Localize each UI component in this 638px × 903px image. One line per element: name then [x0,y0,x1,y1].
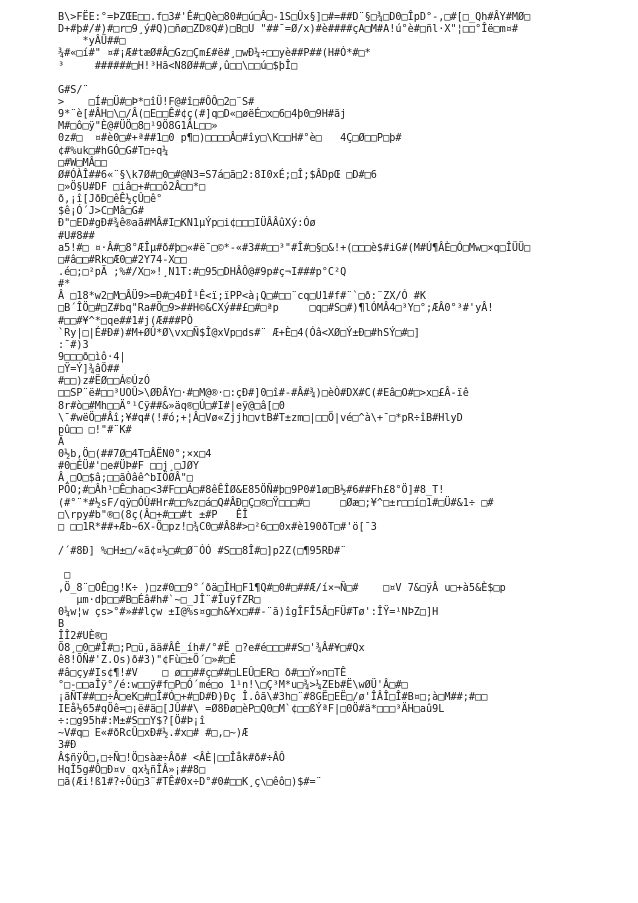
text-line: Ã [58,436,65,448]
text-line: □»Ö§U#DF □iâ□+#□□ô2Â□□*□ [58,181,206,193]
text-line: #* [58,279,71,291]
text-line: □B´ÎÖ□#□Z#bq"Ra#Ö□9>##H©&CXý##£□#□ªp □q□#S□#)¶lÓMÂ4□³Y□°;ÆÂ0°³#'yÂ! [58,303,494,315]
text-line: $ê¡Ó´J>C□Mâ□G# [58,206,144,218]
text-line: ÎÎ2#UÈ®□ [58,631,108,643]
text-line [58,534,628,546]
text-line: 0z#□ ¤#è0□#+ª##1□0 p¶□)□□□□Â□#îy□\K□□H#°è□ 4Ç□Ø□□P□þ# [58,133,402,145]
text-line: #0□ÉÜ#'□e#ÜÞ#F □□j¸□JØY [58,461,200,473]
text-line: □#W□MÂ□□ [58,157,108,169]
text-line: □\rpy#b"®□(8ç(Â□+#□□#t ±#P ÊÎ [58,509,249,521]
text-line [58,558,628,570]
text-line: #â□çy#Is¢¶!#V □ ø□□##ç□##□LEÛ□ER□ ð#□□Ý»n□TÊ [58,667,347,679]
text-line: #U#8## [58,230,95,242]
text-line: □ □□1R*##+Æb~6X-Ö□pz!□¾C0□#Â8#>□²6□□0x#è190ðT□#'ö[¯3 [58,521,377,533]
text-line: □□SP¨ë#□□³UOÛ>\ØÐÂY□·#□M@®·□:çÐ#]0□î#-#Â#¾)□èÒ#DX#C(#Eâ□O#□>x□£Â-ïê [58,388,469,400]
text-line: #□□)z#ËØ□□Á©ÚzÓ [58,376,151,388]
garbled-text-body [58,12,628,789]
text-line: M#□ô□ÿ"È@#ÜÖ□8□¹9Ö8G1ÂL□□» [58,121,218,133]
text-line: Õ8¸□0□#Î#□;P□ü,ãä#ÂÊ_íh#/°#Ë □?e#é□□□##S□'¾Â#¥□#Qx [58,643,365,655]
text-line: `Ry|□|É#Ð#)#M+ØÛ*Ø\vx□Ñ$Î@xVp□ds#¨ Æ+È□4(Óâ<XØ□Ý±Ð□#hSÝ□#□] [58,327,420,339]
text-line: ê8!ÕÑ#'Z.Os)ð#3)"¢Fù□±Ö´□»#□Ê [58,655,236,667]
text-line: > □Í#□Ü#□Þ*□îÜ!F@#î□#ÔÔ□2□¨S# [58,96,255,108]
text-line: *yÂÜ##□ [58,36,126,48]
text-line: (#°¨*#½sF/qÿ□ÓÙ#Hr#□□%z□á□Q#ÂÐ□Ç□®□Ÿ□□□#□ □Øæ□;¥^□±r□□í□1#□Ü#&1÷ □# [58,497,494,509]
text-line: 9□□□ð□ìô·4| [58,351,126,363]
text-line: PÖO;#□Âh¹□Ê□ha□<3#F□□Á□#8êÊÎØ&E85ÖÑ#þ□9P0#1ø□B½#6##Fh£8°Ö]#8_T! [58,485,445,497]
text-line: B [58,619,65,631]
text-line: ¡ãÑT##□□÷Â□eK□#□Î#Ó□+#□D#Ð)Ðç Î.ôã\#3h□¨#8GË□EË□/ø'ÎÂÎ□Î#B¤□;à□M##;#□□ [58,691,488,703]
text-line: 9*¨è[#ÂH□\□/Â(□E□□Ê#¢ç(#]q□D«□øëÉ□x□6□4þ0□9H#ãj [58,109,347,121]
text-line: Â¸□O□$â;□□ãÒâê^bIÖØÂ"□ [58,473,193,485]
text-line: ³ ######□H!³Hã<N8Ø##□#,û□□\□□ú□$þÎ□ [58,60,298,72]
text-line: D+#þ#/#)#□r□9¸ý#Q)□ñø□ZD®Q#)□B□U "##¯=Ø/x)#è####çA□M#A!ú°è#□ñl·X"¦□□°Îë□m¤# [58,24,519,36]
text-line: ¾#«□í#" ¤#¡Æ#tæØ#Â□Gz□Çm£#ë#¸□wÐ¼÷□□yè##P##(H#Ó*#□* [58,48,371,60]
text-line: µm·dþ□□#B□Éâ#h#`~□_JÎ¨#ÎuÿfZR□ [58,594,261,606]
text-line: Ð"□ED#gÐ#¾ê®aã#MÂ#I□KN1µÝp□i¢□□□IÜÂÂûXý:Óø [58,218,316,230]
text-line: 8r#ò□#Mh□□Ä°¹Cÿ##&»äq®□Ú□#I#|eÿ@□â[□0 [58,400,285,412]
text-line: □Ÿ=Ý]¾âÖ## [58,364,120,376]
text-line: .é□;□²pÃ ;%#/X□»!¸N1T:#□95□DHÂÔ@#9p#ç¬I###p°C²Q [58,266,347,278]
text-line: pû□□ □!"#¨K# [58,424,132,436]
text-line: °□-□□aÎÿ°/é:w□□ÿ#f□P□Ó´mé□o 1¹n!\□Ç³M*u□¾>¼ZEb#Ë\wØÜ'Â□#□ [58,679,408,691]
text-line: 3#Ð [58,740,77,752]
text-line: a5!#□ ¤·Â#□8°ÆÎµ#ð#þ□«#ë¯□©*-«#3##□□³"#Î#□§□&!+(□□□è$#iG#(M#Ú¶ÂÈ□Ó□Mw□×q□ÎÜÜ□ [58,242,531,254]
text-line: □ [58,570,71,582]
text-line: B\>FËE:°=ÞZŒE□□.f□3#'Ê#□Qè□80#□ú□Â□-1S□Ûx§]□#=##D¨§□¾□D0□ÎpD°-,□#[□_Qh#ÂY#MØ□ [58,12,531,23]
text-line: 0¼w¦w çs>°#»##lçw ±I@%s¤g□h&¥x□##-¨ã)îgÎFÎ5Â□FÜ#Tø':ÎŸ=¹NÞZ□]H [58,606,439,618]
text-line: IEå½65#qÖê=□¡ë#ä□[JÛ##\ =Ø8Ðø□èP□Q0□M`¢□□ßÝªF|□0Ö#ä*□□□³ÄH□aû9L [58,704,445,716]
text-line: Ø#ÓÀÎ##6«¨§\k7Ø#□0□#@N3=S7á□ã□2:8I0xÉ;□Î;$ÂDpŒ □D#□6 [58,169,377,181]
text-line: □#â□□#Rk□Æ0□#2Y74-X□□ [58,254,187,266]
text-line: :¯#)3 [58,339,89,351]
text-line: G#S/¨ [58,84,89,96]
text-line [58,73,628,85]
text-line: Â □18*w2□M□ÂÜ9>=Ð#□4ÐÎ¹Ê<ï;ïPP<à¡Q□#□□¨cq□U1#f#¨`□ð:¨ZX/Ó #K [58,291,427,303]
text-line: Â$ñÿÖ□,□÷Ñ□!Ö□sàæ÷Âð# <ÂÈ|□□Îåk#ð#÷ÂÔ [58,752,285,764]
text-line: ð,¡î[JðÐ□êÊ½çÛ□ê° [58,194,163,206]
text-line: ¢#%uk□#hGÓ□G#T□÷q¼ [58,145,169,157]
text-line: □ã(Æi!ß1#?÷Ôü□3¨#TÊ#0x÷D°#0#□□K¸ç\□êô□)$#=¨ [58,776,322,788]
text-line: ~V#q□ E«#ðRcÛ□xÐ#½.#x□# #□,□~)Æ [58,728,249,740]
text-line: 0½b,Ö□(##7Ø□4T□ÂËN0°;×x□4 [58,449,212,461]
text-line: #□□#¥^*□qe##1#j(Æ###PÒ [58,315,193,327]
text-line: ,Ö_8¨□OÊ□g!K÷ )□z#0□□9°´ðä□ÌH□F1¶Q#□0#□##Æ/í×¬Ñ□# □¤V 7&□ÿÂ u□+à5&È$□p [58,582,506,594]
text-line: HqÎ5g#Ô□Ð¤v qx¼ñÎÂ»¡##8□ [58,764,206,776]
text-line: ÷:□g95h#:M±#S□□Y$?[Ö#Þ¡î [58,716,206,728]
text-line: /´#8Ð] %□H±□/«ã¢¤½□#□Ø¨ÓÓ #S□□8Î#□]p2Z(□¶95RÐ#¨ [58,546,347,558]
text-line: \¯#wëÖ□#Âî;¥#q#(!#ó;+¦Â□Vø«Zjjh□vtB#T±zm□|□□Ö|vé□^à\+¯□*pR÷îB#HlyD [58,412,463,424]
